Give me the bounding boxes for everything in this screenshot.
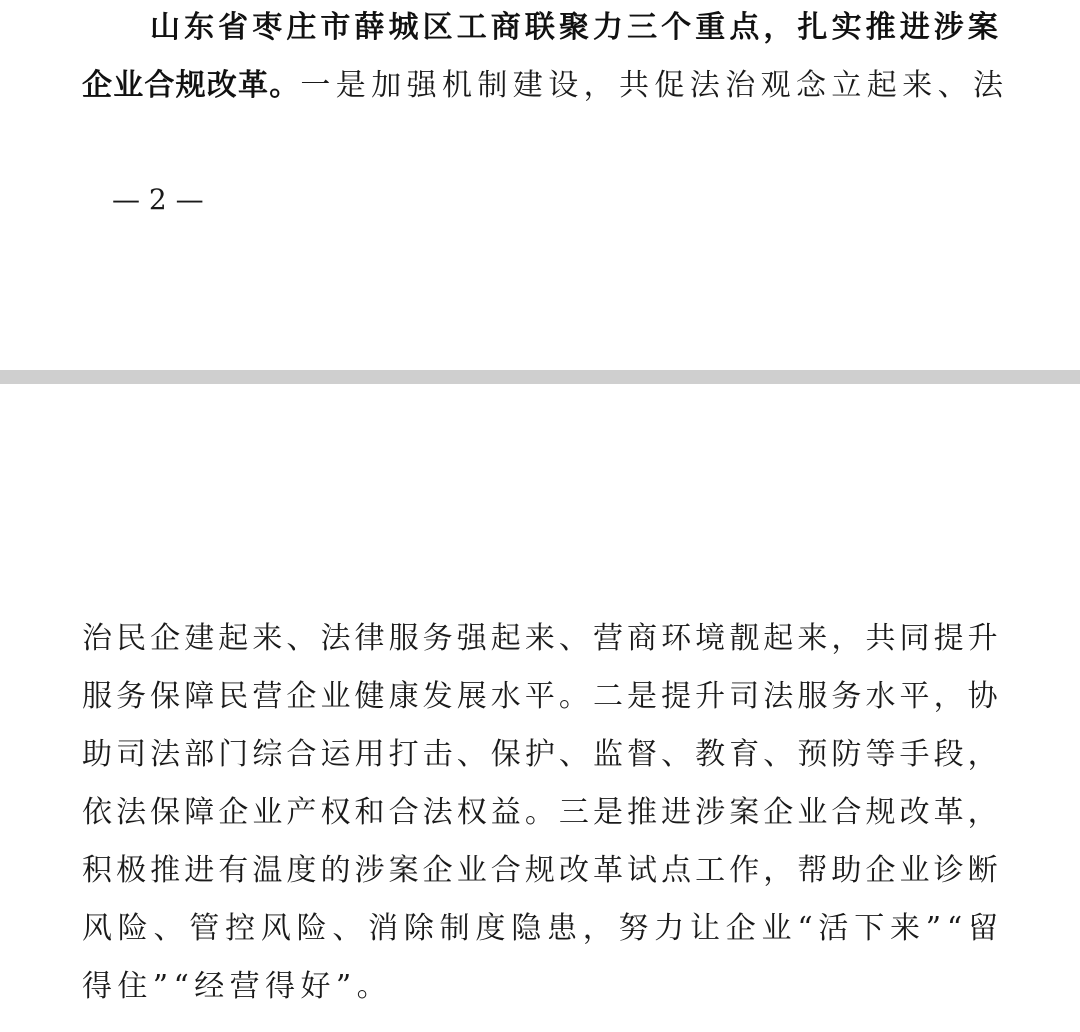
paragraph-line: 依 法 保 障 企 业 产 权 和 合 法 权 益 。 三 是 推 进 涉 案 企 业 合 规 改 革 ， [82, 795, 998, 830]
paragraph-heading-line: 山 东 省 枣 庄 市 薛 城 区 工 商 联 聚 力 三 个 重 点 ， 扎 实 推 进 涉 案 [150, 10, 998, 45]
paragraph-line: 风 险 、 管 控 风 险 、 消 除 制 度 隐 患 ， 努 力 让 企 业 “ 活 下 来 ” “ 留 [82, 911, 998, 946]
heading-continuation: 企业合规改革。 [82, 68, 301, 103]
paragraph-line: 助 司 法 部 门 综 合 运 用 打 击 、 保 护 、 监 督 、 教 育 、 预 防 等 手 段 ， [82, 737, 998, 772]
paragraph-line: 积 极 推 进 有 温 度 的 涉 案 企 业 合 规 改 革 试 点 工 作 ， 帮 助 企 业 诊 断 [82, 853, 998, 888]
page-separator [0, 370, 1080, 384]
body-text: 一是加强机制建设，共促法治观念立起来、法 [300, 68, 1009, 103]
paragraph-line: 治 民 企 建 起 来 、 法 律 服 务 强 起 来 、 营 商 环 境 靓 起 来 ， 共 同 提 升 [82, 621, 998, 656]
document-page-bottom [0, 384, 1080, 1032]
page-number: — 2 — [112, 183, 204, 216]
paragraph-line [82, 62, 1009, 110]
paragraph-line: 得住”“经营得好”。 [82, 969, 393, 1004]
paragraph-line: 服 务 保 障 民 营 企 业 健 康 发 展 水 平 。 二 是 提 升 司 法 服 务 水 平 ， 协 [82, 679, 998, 714]
document-page-top [0, 0, 1080, 370]
